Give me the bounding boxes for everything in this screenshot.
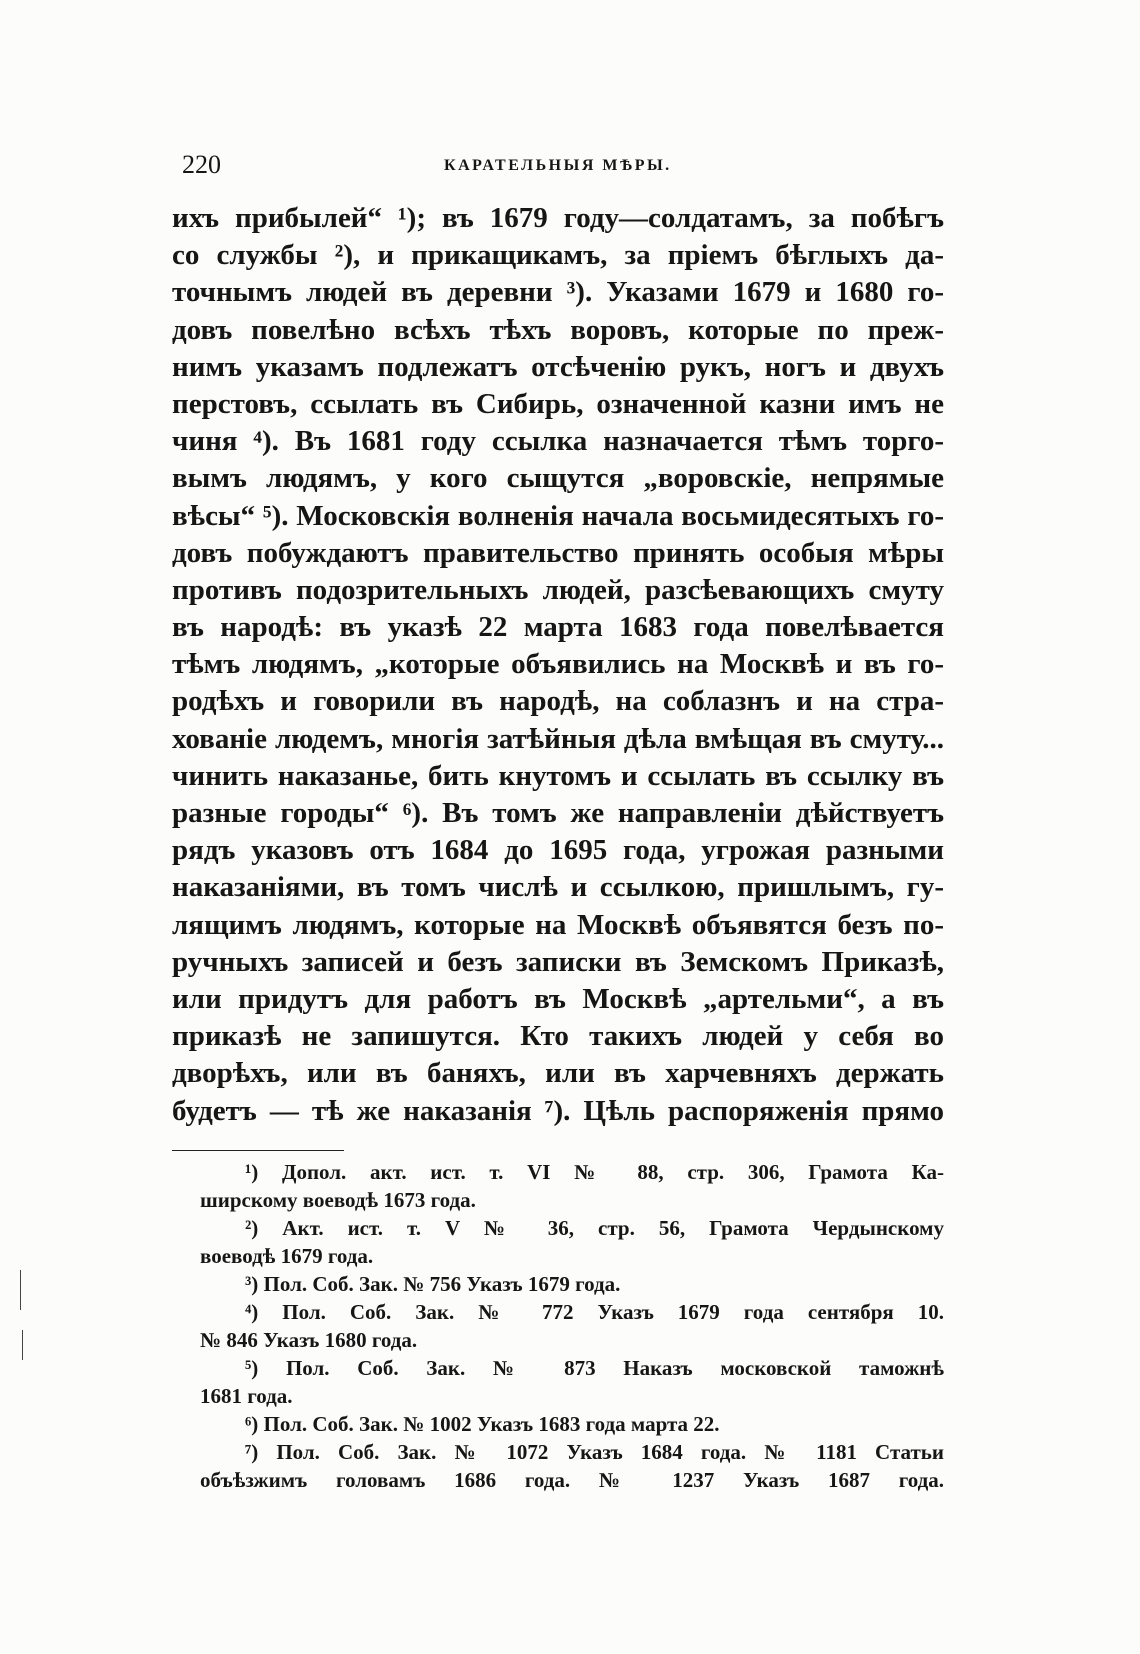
footnote-line: ⁷) Пол. Соб. Зак. № 1072 Указъ 1684 года. № 1181 Статьи (245, 1440, 944, 1464)
text-line: вѣсы“ ⁵). Московскія волненія начала восьмидесятыхъ го- (172, 499, 944, 532)
page-header (182, 150, 942, 190)
text-line: въ народѣ: въ указѣ 22 марта 1683 года повелѣвается (172, 611, 944, 644)
page-number: 220 (182, 150, 221, 179)
main-text (172, 200, 944, 1130)
text-line: со службы ²), и прикащикамъ, за пріемъ бѣглыхъ да- (172, 239, 944, 272)
footnote-line: ²) Акт. ист. т. V № 36, стр. 56, Грамота Чердынскому (245, 1216, 944, 1240)
footnote-line: ³) Пол. Соб. Зак. № 756 Указъ 1679 года. (245, 1272, 621, 1296)
text-line: точнымъ людей въ деревни ³). Указами 1679 и 1680 го- (172, 276, 944, 309)
text-line: перстовъ, ссылать въ Сибирь, означенной казни имъ не (172, 387, 944, 420)
text-line: разные городы“ ⁶). Въ томъ же направленіи дѣйствуетъ (172, 797, 944, 829)
text-line: дворѣхъ, или въ баняхъ, или въ харчевняхъ держать (172, 1057, 944, 1090)
footnote-line: объѣзжимъ головамъ 1686 года. № 1237 Указъ 1687 года. (200, 1468, 944, 1492)
footnote-line: ⁴) Пол. Соб. Зак. № 772 Указъ 1679 года сентября 10. (245, 1300, 944, 1324)
running-head: КАРАТЕЛЬНЫЯ МѢРЫ. (444, 157, 672, 174)
text-line: приказѣ не запишутся. Кто такихъ людей у себя во (172, 1020, 944, 1053)
footnote-line: ⁵) Пол. Соб. Зак. № 873 Наказъ московской таможнѣ (245, 1356, 944, 1380)
text-line: ихъ прибылей“ ¹); въ 1679 году—солдатамъ, за побѣгъ (172, 202, 944, 234)
text-line: довъ повелѣно всѣхъ тѣхъ воровъ, которые по преж- (172, 313, 944, 346)
scan-artifact (22, 1330, 23, 1360)
text-line: родѣхъ и говорили въ народѣ, на соблазнъ и на стра- (172, 685, 944, 718)
text-line: тѣмъ людямъ, „которые объявились на Москвѣ и въ го- (172, 648, 944, 681)
footnote-line: ¹) Допол. акт. ист. т. VI № 88, стр. 306, Грамота Ка- (245, 1160, 944, 1184)
text-line: наказаніями, въ томъ числѣ и ссылкою, пришлымъ, гу- (172, 871, 944, 904)
footnote-line: № 846 Указъ 1680 года. (200, 1328, 418, 1352)
footnote-line: ⁶) Пол. Соб. Зак. № 1002 Указъ 1683 года марта 22. (245, 1412, 720, 1436)
text-line: рядъ указовъ отъ 1684 до 1695 года, угрожая разными (172, 834, 944, 867)
text-line: ручныхъ записей и безъ записки въ Земскомъ Приказѣ, (172, 945, 944, 978)
text-line: или придутъ для работъ въ Москвѣ „артельми“, а въ (172, 982, 944, 1015)
text-line: нимъ указамъ подлежатъ отсѣченію рукъ, ногъ и двухъ (172, 350, 944, 383)
text-line: чиня ⁴). Въ 1681 году ссылка назначается тѣмъ торго- (172, 425, 944, 458)
scan-artifact (20, 1270, 21, 1310)
footnote-line: ширскому воеводѣ 1673 года. (200, 1188, 476, 1212)
text-line: чинить наказанье, бить кнутомъ и ссылать въ ссылку въ (172, 759, 944, 792)
text-line: хованіе людемъ, многія затѣйныя дѣла вмѣщая въ смуту... (172, 722, 944, 755)
footnotes (200, 1158, 944, 1494)
text-line: лящимъ людямъ, которые на Москвѣ объявятся безъ по- (172, 908, 944, 941)
text-line: противъ подозрительныхъ людей, разсѣевающихъ смуту (172, 573, 944, 606)
footnote-line: 1681 года. (200, 1384, 293, 1408)
text-line: вымъ людямъ, у кого сыщутся „воровскіе, непрямые (172, 462, 944, 495)
text-line: довъ побуждаютъ правительство принять особыя мѣры (172, 536, 944, 569)
text-line: будетъ — тѣ же наказанія ⁷). Цѣль распоряженія прямо (172, 1094, 944, 1127)
footnote-line: воеводѣ 1679 года. (200, 1244, 374, 1268)
footnote-separator (172, 1150, 344, 1151)
